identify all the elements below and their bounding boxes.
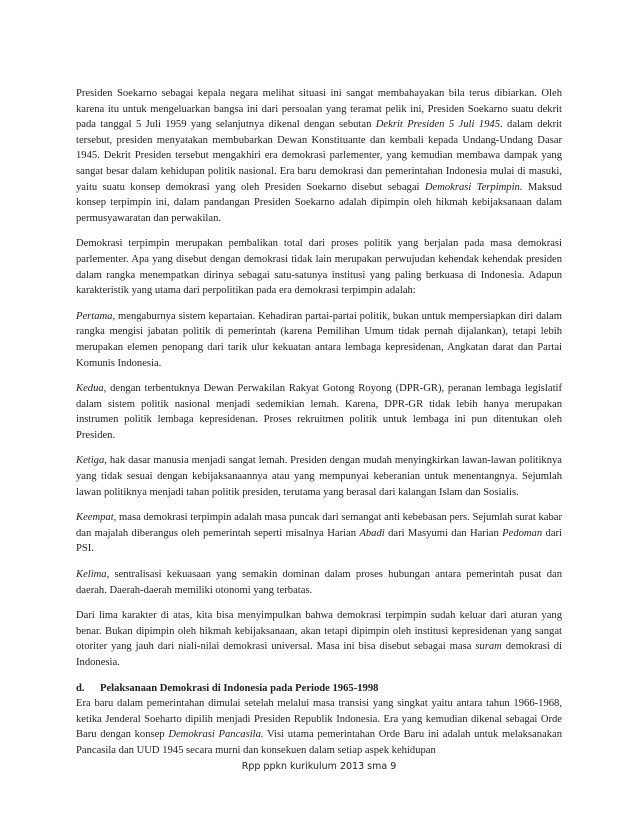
text: masa demokrasi terpimpin adalah masa puncak dari semangat anti kebebasan pers. Sejumlah surat kabar dan majalah diberangus oleh pemerintah seperti misalnya Harian bbox=[76, 512, 562, 539]
ordinal-label: Kedua, bbox=[76, 383, 107, 395]
text: Era baru dalam pemerintahan dimulai setelah melalui masa transisi yang singkat yaitu antara tahun 1966-1968, ketika Jenderal Soeharto dipilih menjadi Presiden Republik Indonesia. Era yang kemudian dikenal sebagai Orde Baru dengan konsep bbox=[76, 698, 562, 741]
emphasis: Abadi bbox=[359, 527, 385, 539]
paragraph-dekrit bbox=[76, 86, 562, 226]
emphasis: Demokrasi Pancasila. bbox=[168, 729, 264, 741]
paragraph-kelima bbox=[76, 567, 562, 598]
emphasis: suram bbox=[475, 641, 502, 653]
page-footer: Rpp ppkn kurikulum 2013 sma 9 bbox=[241, 761, 397, 772]
text: mengaburnya sistem kepartaian. Kehadiran partai-partai politik, bukan untuk mempersiapkan diri dalam rangka mengisi jabatan politik di pemerintah (karena Pemilihan Umum tidak pernah dijalankan), tetapi lebih merupakan elemen penopang dari tarik ulur kekuatan antara lembaga kepresidenan, Angkatan darat dan Partai Komunis Indonesia. bbox=[76, 310, 562, 369]
text: dari PSI. bbox=[76, 527, 562, 555]
emphasis: Pedoman bbox=[502, 527, 543, 539]
text: hak dasar manusia menjadi sangat lemah. Presiden dengan mudah menyingkirkan lawan-lawan politiknya yang tidak sesuai dengan kebijaksanaannya atau yang mempunyai keberanian untuk menentangnya. Sejumlah lawan politiknya menjadi tahan politik presiden, terutama yang berasal dari kalangan Islam dan Sosialis. bbox=[76, 455, 562, 498]
section-heading bbox=[76, 681, 562, 697]
ordinal-label: Kelima, bbox=[76, 569, 110, 581]
ordinal-label: Keempat, bbox=[76, 512, 117, 524]
section-title: Pelaksanaan Demokrasi di Indonesia pada Periode 1965-1998 bbox=[100, 682, 379, 694]
emphasis: Dekrit Presiden 5 Juli 1945 bbox=[375, 119, 500, 131]
text: dengan terbentuknya Dewan Perwakilan Rakyat Gotong Royong (DPR-GR), peranan lembaga legislatif dalam sistem politik nasional menjadi sedemikian lemah. Karena, DPR-GR tidak lebih hanya merupakan instrumen politik lembaga kepresidenan. Proses rekruitmen politik untuk lembaga ini pun ditentukan oleh Presiden. bbox=[76, 383, 562, 441]
text: Dari lima karakter di atas, kita bisa menyimpulkan bahwa demokrasi terpimpin sudah keluar dari aturan yang benar. Bukan dipimpin oleh hikmah kebijaksanaan, akan tetapi dipimpin oleh institusi kepresidenan yang sangat otoriter yang jauh dari niali-nilai demokrasi universal. Masa ini bisa disebut sebagai masa bbox=[76, 610, 562, 653]
paragraph-kesimpulan bbox=[76, 608, 562, 670]
section-number: d. bbox=[76, 682, 85, 694]
text: Maksud konsep terpimpin ini, dalam pandangan Presiden Soekarno adalah dipimpin oleh hikmah kebijaksanaan dalam permusyawaratan dan perwakilan. bbox=[76, 181, 562, 224]
emphasis: Demokrasi Terpimpin. bbox=[424, 181, 523, 193]
text: sentralisasi kekuasaan yang semakin dominan dalam proses hubungan antara pemerintah pusat dan daerah. Daerah-daerah memiliki otonomi yang terbatas. bbox=[76, 569, 562, 596]
ordinal-label: Pertama, bbox=[76, 310, 116, 322]
ordinal-label: Ketiga, bbox=[76, 455, 107, 467]
document-body bbox=[76, 86, 562, 762]
paragraph-ketiga bbox=[76, 453, 562, 500]
text: Presiden Soekarno sebagai kepala negara melihat situasi ini sangat membahayakan bila terus dibiarkan. Oleh karena itu untuk mengeluarkan bangsa ini dari persoalan yang teramat pelik ini, Presiden Soekarno suatu dekrit pada tanggal 5 Juli 1959 yang selanjutnya dikenal dengan sebutan bbox=[76, 88, 562, 131]
paragraph-orde-baru bbox=[76, 696, 562, 758]
paragraph-pertama bbox=[76, 309, 562, 371]
text: . dalam dekrit tersebut, presiden menyatakan membubarkan Dewan Konstituante dan kembali kepada Undang-Undang Dasar 1945. Dekrit Presiden tersebut mengakhiri era demokrasi parlementer, yang kemudian membawa dampak yang sangat besar dalam kehidupan politik nasional. Era baru demokrasi dan pemerintahan Indonesia mulai di masuki, yaitu suatu konsep demokrasi yang oleh Presiden Soekarno disebut sebagai bbox=[76, 119, 563, 193]
text: dari Masyumi dan Harian bbox=[384, 527, 503, 539]
paragraph-kedua bbox=[76, 381, 562, 443]
paragraph-keempat bbox=[76, 510, 562, 557]
paragraph-demokrasi-terpimpin: Demokrasi terpimpin merupakan pembalikan total dari proses politik yang berjalan pada masa demokrasi parlementer. Apa yang disebut dengan demokrasi tidak lain merupakan perwujudan kehendak kehendak presiden dalam rangka menempatkan dirinya sebagai satu-satunya institusi yang paling berkuasa di Indonesia. Adapun karakteristik yang utama dari perpolitikan pada era demokrasi terpimpin adalah: bbox=[76, 238, 562, 297]
text: Visi utama pemerintahan Orde Baru ini adalah untuk melaksanakan Pancasila dan UUD 1945 secara murni dan konsekuen dalam setiap aspek kehidupan bbox=[76, 729, 562, 756]
text: demokrasi di Indonesia. bbox=[76, 641, 562, 668]
